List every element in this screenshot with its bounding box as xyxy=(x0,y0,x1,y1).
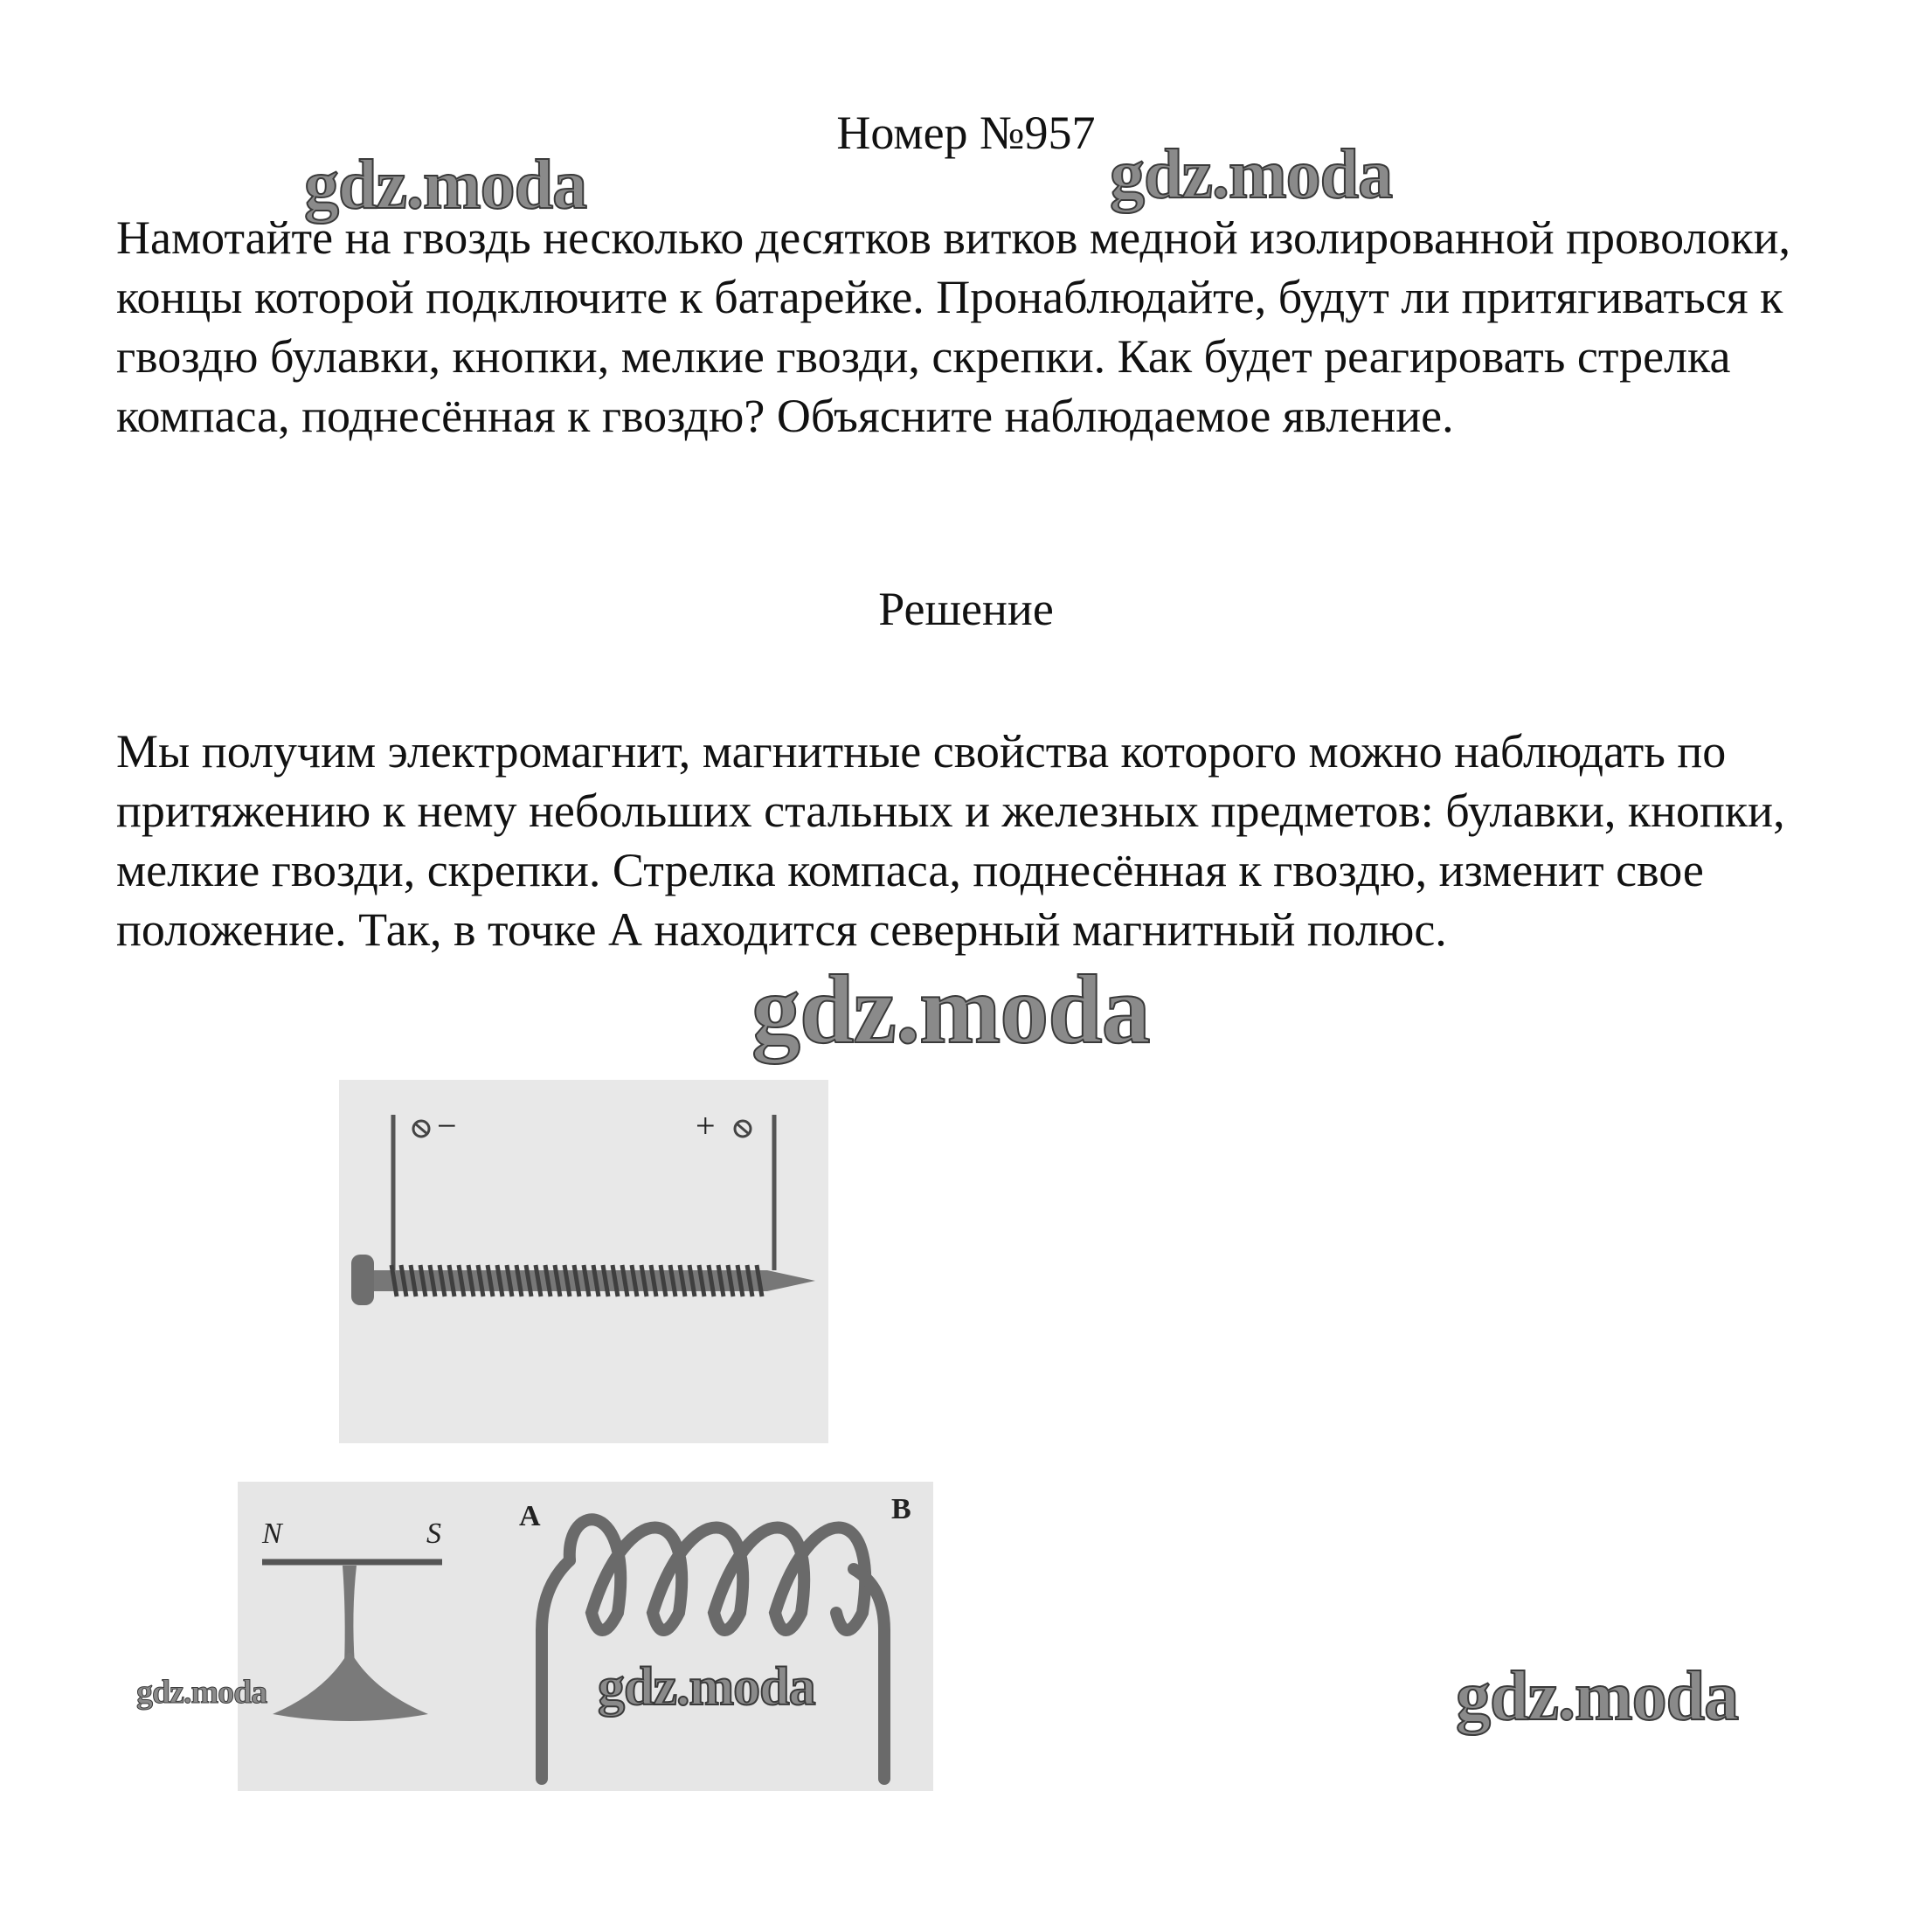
nail-head xyxy=(351,1255,374,1305)
compass-icon xyxy=(262,1562,442,1721)
nail-electromagnet-drawing xyxy=(339,1080,828,1443)
point-b-label: B xyxy=(891,1493,911,1525)
watermark-top-right: gdz.moda xyxy=(1110,136,1393,213)
task-text: Намотайте на гвоздь несколько десятков витков медной изолированной проволоки, концы которой подключите к батарейке. Пронаблюдайте, будут ли притягиваться к гвоздю булавки, кнопки, мелкие гвозди, скрепки. Как будет реагировать стрелка компаса, поднесённая к гвоздю? Объясните наблюдаемое явление. xyxy=(116,211,1790,442)
terminal-right-icon xyxy=(735,1121,751,1137)
solution-text: Мы получим электромагнит, магнитные свойства которого можно наблюдать по притяжению к нему небольших стальных и железных предметов: булавки, кнопки, мелкие гвозди, скрепки. Стрелка компаса, поднесённая к гвоздю, изменит свое положение. Так, в точке А находится северный магнитный полюс. xyxy=(116,725,1785,956)
coil-icon xyxy=(542,1519,884,1779)
compass-coil-figure xyxy=(238,1482,933,1791)
minus-label: − xyxy=(437,1106,457,1145)
watermark-bottom-right: gdz.moda xyxy=(1456,1658,1739,1735)
watermark-figure-center: gdz.moda xyxy=(598,1657,815,1717)
compass-s-label: S xyxy=(426,1518,441,1550)
page-title: Номер №957 xyxy=(836,107,1096,159)
watermark-middle: gdz.moda xyxy=(751,956,1150,1064)
point-a-label: A xyxy=(519,1500,541,1532)
solution-heading: Решение xyxy=(878,583,1054,635)
compass-n-label: N xyxy=(262,1518,282,1550)
compass-coil-drawing xyxy=(238,1482,933,1791)
watermark-top-left: gdz.moda xyxy=(304,147,587,224)
terminal-left-icon xyxy=(413,1121,429,1137)
nail-electromagnet-figure xyxy=(339,1080,828,1443)
watermark-figure-small: gdz.moda xyxy=(136,1674,267,1711)
plus-label: + xyxy=(696,1106,716,1145)
nail-tip xyxy=(767,1270,815,1291)
